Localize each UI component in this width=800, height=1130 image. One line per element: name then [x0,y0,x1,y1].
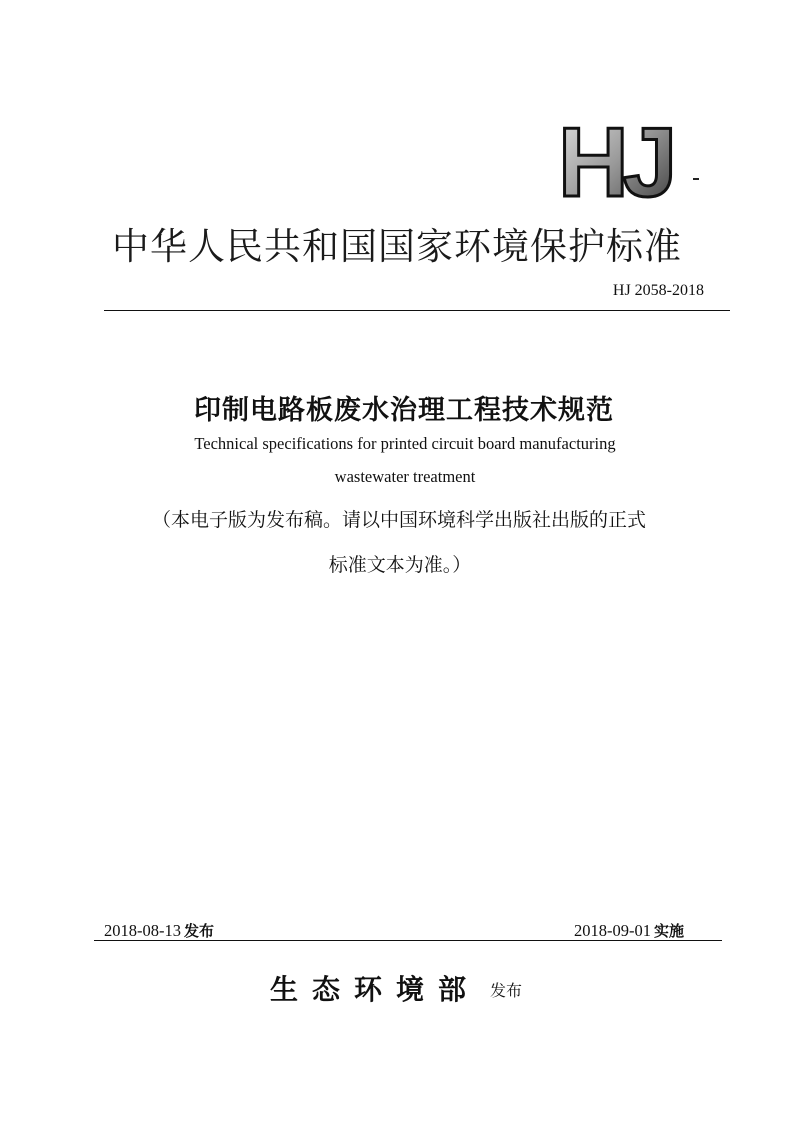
implement-date-block [574,920,684,941]
standard-code: HJ 2058-2018 [612,282,704,299]
hj-logo [556,118,706,202]
issue-label: 发布 [184,922,215,940]
edition-note-line2: 标准文本为准。） [328,554,472,576]
issue-date: 2018-08-13 [104,921,181,940]
footer-divider [94,940,722,941]
implement-date: 2018-09-01 [573,921,651,940]
publisher-name: 生态环境部 [270,973,481,1006]
document-title-english-line1: Technical specifications for printed circuit board manufacturing [194,434,616,453]
issue-date-block [104,920,214,941]
dates-row [94,918,722,942]
publisher-block [270,968,522,1008]
header-divider [104,310,730,311]
hj-logo-text: HJ [558,118,672,202]
document-title-english-line2: wastewater treatment [334,467,476,486]
standard-organization: 中华人民共和国国家环境保护标准 [112,225,682,268]
document-title-chinese: 印制电路板废水治理工程技术规范 [194,395,614,426]
edition-note-line1: （本电子版为发布稿。请以中国环境科学出版社出版的正式 [152,509,647,531]
publisher-label: 发布 [490,981,523,1000]
logo-mark [693,178,699,180]
implement-label: 实施 [653,922,684,940]
